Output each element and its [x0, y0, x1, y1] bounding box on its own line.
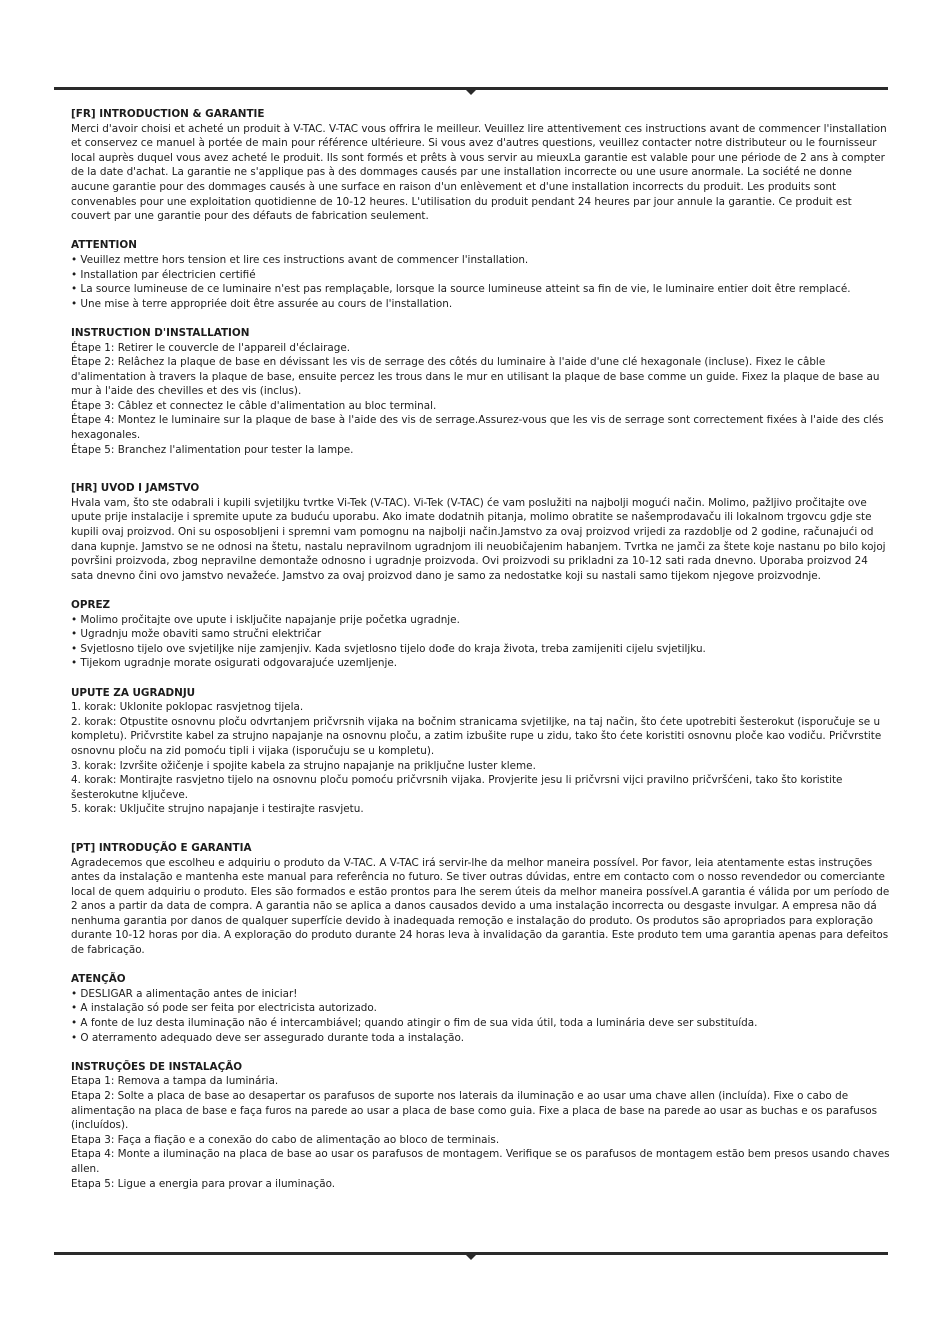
hr-install-steps	[71, 700, 891, 817]
hr-intro-heading: [HR] UVOD I JAMSTVO	[71, 482, 200, 495]
list-item: • Veuillez mettre hors tension et lire ces instructions avant de commencer l'installation.	[71, 253, 529, 266]
fr-install-heading: INSTRUCTION D'INSTALLATION	[71, 326, 250, 339]
hr-intro-text: Hvala vam, što ste odabrali i kupili svjetiljku tvrtke Vi-Tek (V-TAC). Vi-Tek (V-TAC) će vam poslužiti na najbolji mogući način. Molimo, pažljivo pročitajte ove upute prije instalacije i spremite upute za buduću uporabu. Ako imate dodatnih pitanja, molimo obratite se našemprodavaču ili lokalnom trgovcu gdje ste kupili ovaj proizvod. Oni su osposobljeni i spremni vam pomognu na najbolji način.Jamstvo za ovaj proizvod vrijedi za razdoblje od 2 godine, računajući od dana kupnje. Jamstvo se ne odnosi na štetu, nastalu nepravilnom ugradnjom ili neuobičajenim habanjem. Tvrtka ne jamči za štete koje nastanu po bilo kojoj površini proizvoda, zbog nepravilne demontaže odnosno i ugradnje proizvoda. Ovi proizvodi su prikladni za 10-12 sati rada dnevno. Uporaba proizvod 24 sata dnevno čini ovo jamstvo nevažeće. Jamstvo za ovaj proizvod dano je samo za nedostatke koji su nastali samo tijekom njegove proizvodnje.	[71, 496, 886, 582]
hr-attention-list	[71, 613, 891, 671]
top-rule-notch	[465, 89, 477, 95]
section-fr	[71, 107, 891, 457]
section-pt	[71, 841, 891, 1191]
list-item: • A instalação só pode ser feita por electricista autorizado.	[71, 1002, 377, 1015]
list-item: • Tijekom ugradnje morate osigurati odgovarajuće uzemljenje.	[71, 657, 398, 670]
list-item: Etapa 4: Monte a iluminação na placa de base ao usar os parafusos de montagem. Verifique se os parafusos de montagem estão bem presos usando chaves allen.	[71, 1148, 890, 1175]
list-item: • La source lumineuse de ce luminaire n'est pas remplaçable, lorsque la source lumineuse atteint sa fin de vie, le luminaire entier doit être remplacé.	[71, 283, 851, 296]
list-item: • A fonte de luz desta iluminação não é intercambiável; quando atingir o fim de sua vida útil, toda a luminária deve ser substituída.	[71, 1017, 758, 1030]
pt-install-heading: INSTRUÇÕES DE INSTALAÇÃO	[71, 1060, 243, 1073]
pt-attention-list	[71, 987, 891, 1045]
fr-attention-list	[71, 253, 891, 311]
list-item: • Molimo pročitajte ove upute i isključite napajanje prije početka ugradnje.	[71, 613, 460, 626]
list-item: Étape 3: Câblez et connectez le câble d'alimentation au bloc terminal.	[71, 399, 437, 412]
list-item: • Svjetlosno tijelo ove svjetiljke nije zamjenjiv. Kada svjetlosno tijelo dođe do kraja života, treba zamijeniti cijelu svjetiljku.	[71, 642, 706, 655]
list-item: Etapa 5: Ligue a energia para provar a iluminação.	[71, 1177, 336, 1190]
fr-intro-heading: [FR] INTRODUCTION & GARANTIE	[71, 108, 265, 120]
list-item: Étape 1: Retirer le couvercle de l'appareil d'éclairage.	[71, 341, 351, 354]
list-item: Étape 5: Branchez l'alimentation pour tester la lampe.	[71, 443, 354, 456]
section-hr	[71, 481, 891, 817]
list-item: Étape 4: Montez le luminaire sur la plaque de base à l'aide des vis de serrage.Assurez-vous que les vis de serrage sont correctement fixées à l'aide des clés hexagonales.	[71, 414, 884, 442]
list-item: 4. korak: Montirajte rasvjetno tijelo na osnovnu ploču pomoću pričvrsnih vijaka. Provjerite jesu li pričvrsni vijci pravilno pričvršćeni, tako što koristite šesterokutne ključeve.	[71, 774, 843, 801]
list-item: • Ugradnju može obaviti samo stručni električar	[71, 628, 322, 641]
list-item: Étape 2: Relâchez la plaque de base en dévissant les vis de serrage des côtés du luminaire à l'aide d'une clé hexagonale (incluse). Fixez le câble d'alimentation à travers la plaque de base, ensuite percez les trous dans le mur en utilisant la plaque de base comme un guide. Fixez la plaque de base au mur à l'aide des chevilles et des vis (inclus).	[71, 356, 880, 398]
fr-intro-text: Merci d'avoir choisi et acheté un produit à V-TAC. V-TAC vous offrira le meilleur. Veuillez lire attentivement ces instructions avant de commencer l'installation et conservez ce manuel à portée de main pour référence ultérieure. Si vous avez d'autres questions, veuillez contacter notre distributeur ou le fournisseur local auprès duquel vous avez acheté le produit. Ils sont formés et prêts à vous servir au mieuxLa garantie est valable pour une période de 2 ans à compter de la date d'achat. La garantie ne s'applique pas à des dommages causés par une installation incorrecte ou une usure anormale. La société ne donne aucune garantie pour des dommages causés à une surface en raison d'un enlèvement et d'une installation incorrects du produit. Les produits sont convenables pour une exploitation quotidienne de 10-12 heures. L'utilisation du produit pendant 24 heures par jour annule la garantie. Ce produit est couvert par une garantie pour des défauts de fabrication seulement.	[71, 122, 887, 223]
pt-intro-text: Agradecemos que escolheu e adquiriu o produto da V-TAC. A V-TAC irá servir-lhe da melhor maneira possível. Por favor, leia atentamente estas instruções antes da instalação e mantenha este manual para referência no futuro. Se tiver outras dúvidas, entre em contacto com o nosso revendedor ou comerciante local de quem adquiriu o produto. Eles são formados e estão prontos para lhe serem úteis da melhor maneira possível.A garantia é válida por um período de 2 anos a partir da data de compra. A garantia não se aplica a danos causados devido a uma instalação incorrecta ou desgaste invulgar. A empresa não dá nenhuma garantia por danos de qualquer superfície devido à inadequada remoção e instalação do produto. Os produtos são apropriados para exploração durante 10-12 horas por dia. A exploração do produto durante 24 horas leva à invalidação da garantia. Este produto tem uma garantia apenas para defeitos de fabricação.	[71, 856, 890, 957]
manual-page-content	[71, 107, 891, 1191]
hr-attention-heading: OPREZ	[71, 599, 111, 611]
list-item: Etapa 2: Solte a placa de base ao desapertar os parafusos de suporte nos laterais da iluminação e ao usar uma chave allen (incluída). Fixe o cabo de alimentação na placa de base e faça furos na parede ao usar a placa de base como guia. Fixe a placa de base na parede ao usar as buchas e os parafusos (incluídos).	[71, 1090, 878, 1132]
list-item: Etapa 1: Remova a tampa da luminária.	[71, 1075, 279, 1088]
list-item: 5. korak: Uključite strujno napajanje i testirajte rasvjetu.	[71, 803, 364, 816]
list-item: 2. korak: Otpustite osnovnu ploču odvrtanjem pričvrsnih vijaka na bočnim stranicama svjetiljke, na taj način, što ćete upotrebiti šesterokut (isporučuje se u kompletu). Pričvrstite kabel za strujno napajanje na osnovnu ploču, a zatim izbušite rupe u zidu, tako što ćete koristiti osnovnu ploče kao vodiču. Pričvrstite osnovnu ploču na zid pomoću tipli i vijaka (isporučuju se u kompletu).	[71, 715, 882, 757]
list-item: • O aterramento adequado deve ser assegurado durante toda a instalação.	[71, 1031, 465, 1044]
fr-attention-heading: ATTENTION	[71, 239, 137, 252]
list-item: • Une mise à terre appropriée doit être assurée au cours de l'installation.	[71, 297, 453, 310]
pt-attention-heading: ATENÇÃO	[71, 973, 126, 986]
list-item: Etapa 3: Faça a fiação e a conexão do cabo de alimentação ao bloco de terminais.	[71, 1133, 500, 1146]
list-item: 1. korak: Uklonite poklopac rasvjetnog tijela.	[71, 701, 304, 714]
pt-intro-heading: [PT] INTRODUÇÃO E GARANTIA	[71, 841, 252, 854]
fr-install-steps	[71, 341, 891, 458]
hr-install-heading: UPUTE ZA UGRADNJU	[71, 686, 196, 699]
list-item: • DESLIGAR a alimentação antes de iniciar!	[71, 987, 298, 1000]
pt-install-steps	[71, 1074, 891, 1191]
bottom-rule-notch	[465, 1254, 477, 1260]
list-item: • Installation par électricien certifié	[71, 268, 256, 281]
list-item: 3. korak: Izvršite ožičenje i spojite kabela za strujno napajanje na priključne luster kleme.	[71, 759, 536, 772]
